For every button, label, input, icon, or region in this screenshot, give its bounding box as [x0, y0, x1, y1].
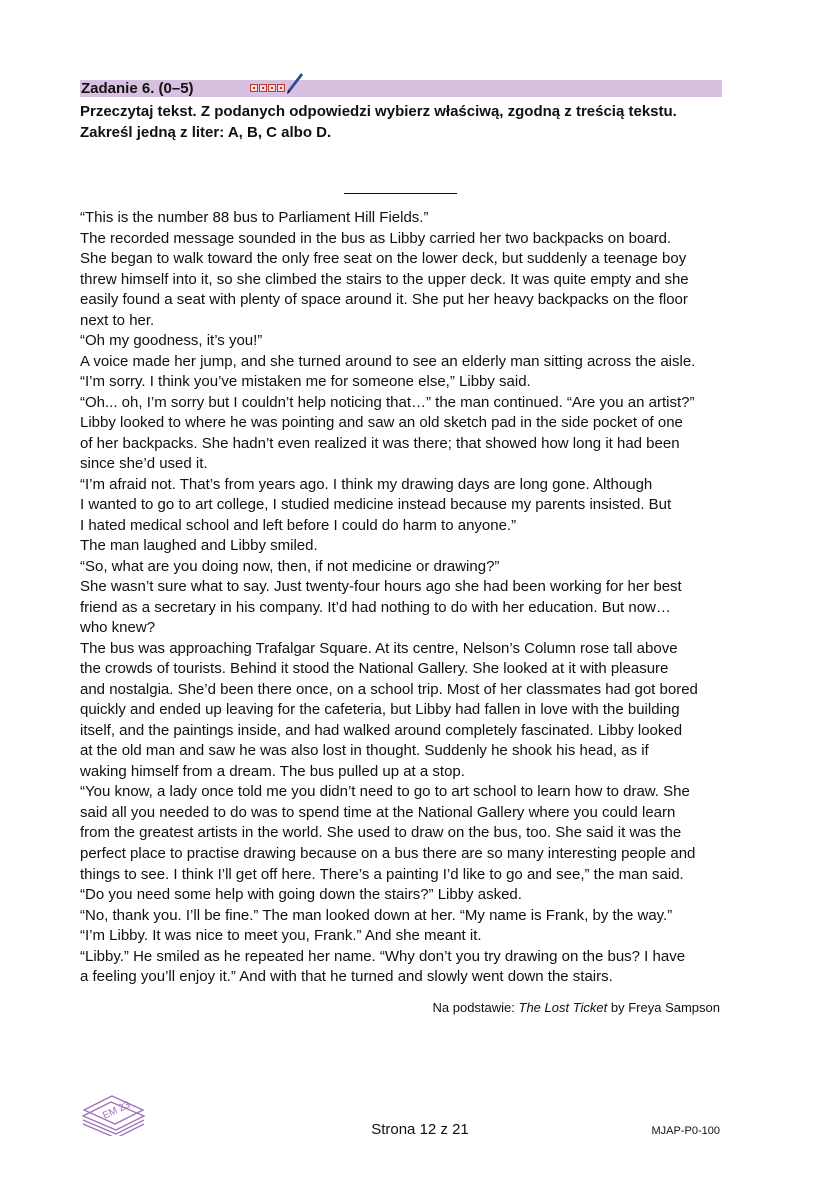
story-line: threw himself into it, so she climbed the stairs to the upper deck. It was quite empty and she: [80, 270, 689, 288]
story-line: “No, thank you. I’ll be fine.” The man looked down at her. “My name is Frank, by the way.”: [80, 906, 673, 924]
source-credit: [433, 999, 720, 1017]
story-line: She began to walk toward the only free seat on the lower deck, but suddenly a teenage boy: [80, 250, 687, 268]
story-line: waking himself from a dream. The bus pulled up at a stop.: [80, 762, 465, 780]
story-line: next to her.: [80, 311, 155, 329]
story-line: Libby looked to where he was pointing and saw an old sketch pad in the side pocket of one: [80, 414, 683, 432]
story-line: from the greatest artists in the world. She used to draw on the bus, too. She said it was the: [80, 824, 682, 842]
logo-text: EM 23: [101, 1099, 132, 1122]
story-text: [80, 208, 730, 988]
story-line: easily found a seat with plenty of space around it. She put her heavy backpacks on the floor: [80, 291, 688, 309]
story-line: I hated medical school and left before I could do harm to anyone.”: [80, 516, 517, 534]
story-line: things to see. I think I’ll get off here. There’s a painting I’d like to go and see,” the man said.: [80, 865, 684, 883]
title-blank-line: [344, 193, 457, 194]
story-line: of her backpacks. She hadn’t even realized it was there; that showed how long it had been: [80, 434, 680, 452]
score-boxes-icon: [250, 84, 285, 94]
page-number: Strona 12 z 21: [371, 1121, 469, 1138]
story-line: The man laughed and Libby smiled.: [80, 537, 318, 555]
story-line: since she’d used it.: [80, 455, 208, 473]
story-line: said all you needed to do was to spend time at the National Gallery where you could learn: [80, 803, 676, 821]
story-line: “Do you need some help with going down the stairs?” Libby asked.: [80, 886, 522, 904]
task-title: Zadanie 6. (0–5): [81, 80, 194, 97]
story-line: The recorded message sounded in the bus as Libby carried her two backpacks on board.: [80, 229, 672, 247]
instruction-line: Zakreśl jedną z liter: A, B, C albo D.: [80, 124, 332, 141]
story-line: perfect place to practise drawing because on a bus there are so many interesting people and: [80, 844, 696, 862]
story-line: at the old man and saw he was also lost in thought. Suddenly he shook his head, as if: [80, 742, 649, 760]
story-line: “I’m sorry. I think you’ve mistaken me for someone else,” Libby said.: [80, 373, 531, 391]
story-line: “I’m afraid not. That’s from years ago. I think my drawing days are long gone. Although: [80, 475, 653, 493]
story-line: I wanted to go to art college, I studied medicine instead because my parents insisted. But: [80, 496, 672, 514]
source-author: by Freya Sampson: [607, 1000, 720, 1015]
task-instructions: [80, 101, 730, 143]
source-title: The Lost Ticket: [518, 1000, 608, 1015]
story-line: and nostalgia. She’d been there once, on a school trip. Most of her classmates had got bored: [80, 680, 698, 698]
document-code: MJAP-P0-100: [651, 1125, 720, 1137]
story-line: “I’m Libby. It was nice to meet you, Frank.” And she meant it.: [80, 927, 482, 945]
story-line: “So, what are you doing now, then, if not medicine or drawing?”: [80, 557, 500, 575]
story-line: itself, and the paintings inside, and had walked around completely fascinated. Libby looked: [80, 721, 683, 739]
source-prefix: Na podstawie:: [432, 1000, 519, 1015]
story-line: “This is the number 88 bus to Parliament Hill Fields.”: [80, 209, 429, 226]
story-line: a feeling you’ll enjoy it.” And with that he turned and slowly went down the stairs.: [80, 968, 613, 986]
pen-icon: [284, 72, 304, 96]
story-line: friend as a secretary in his company. It’d had nothing to do with her education. But now…: [80, 598, 671, 616]
story-line: She wasn’t sure what to say. Just twenty-four hours ago she had been working for her best: [80, 578, 682, 596]
story-line: quickly and ended up leaving for the cafeteria, but Libby had fallen in love with the building: [80, 701, 680, 719]
story-line: “Libby.” He smiled as he repeated her name. “Why don’t you try drawing on the bus? I have: [80, 947, 686, 965]
story-line: “Oh my goodness, it’s you!”: [80, 332, 263, 350]
story-line: “You know, a lady once told me you didn’t need to go to art school to learn how to draw. She: [80, 783, 690, 801]
story-line: the crowds of tourists. Behind it stood the National Gallery. She looked at it with pleasure: [80, 660, 669, 678]
instruction-line: Przeczytaj tekst. Z podanych odpowiedzi wybierz właściwą, zgodną z treścią tekstu.: [80, 103, 677, 120]
story-line: “Oh... oh, I’m sorry but I couldn’t help noticing that…” the man continued. “Are you an artist?”: [80, 393, 695, 411]
story-line: A voice made her jump, and she turned around to see an elderly man sitting across the aisle.: [80, 352, 696, 370]
story-line: who knew?: [80, 619, 156, 637]
story-line: The bus was approaching Trafalgar Square. At its centre, Nelson’s Column rose tall above: [80, 639, 678, 657]
